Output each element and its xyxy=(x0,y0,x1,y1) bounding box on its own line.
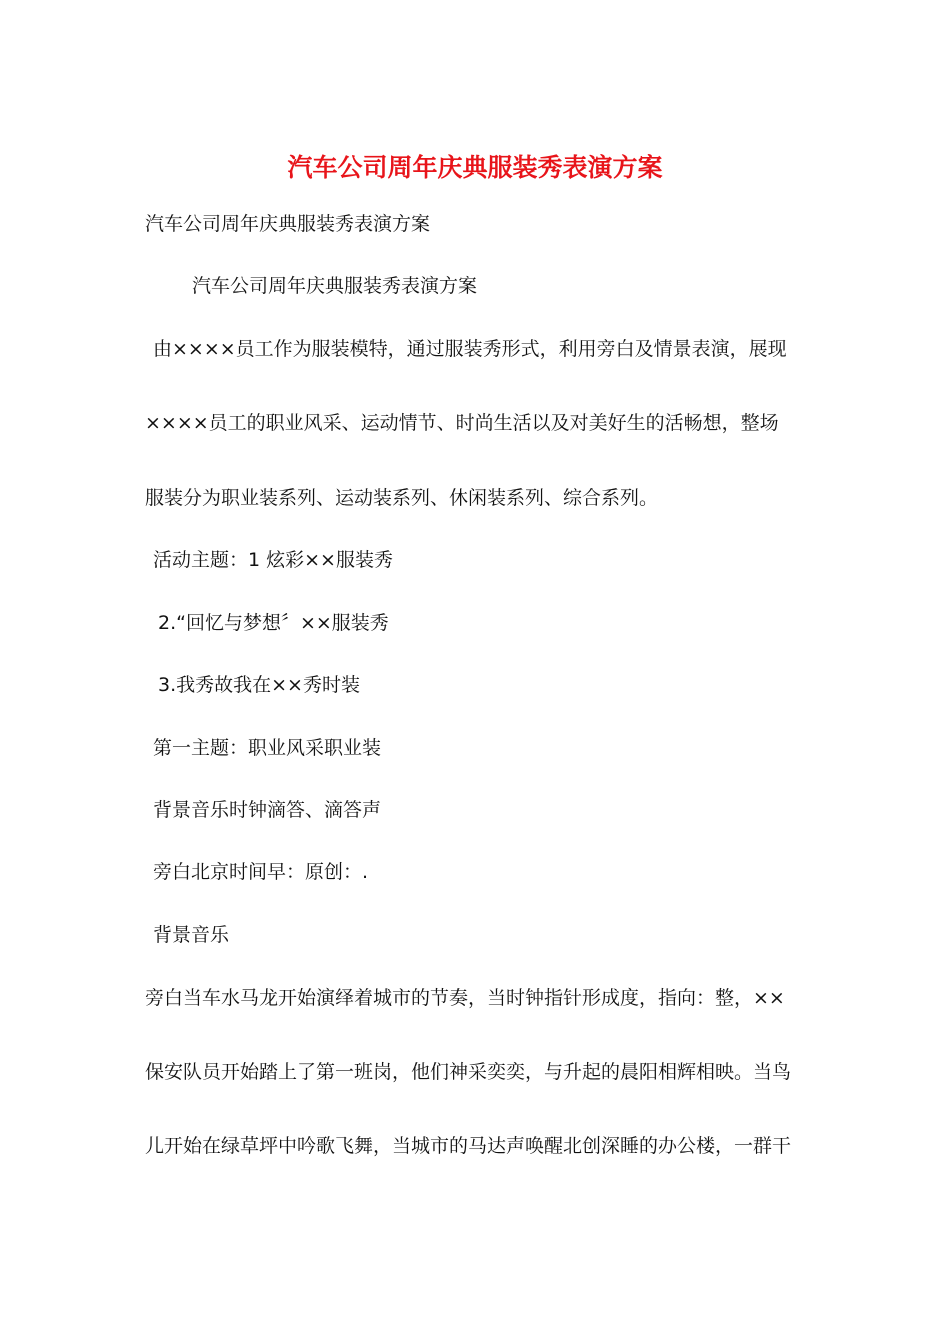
intro-paragraph-line: ××××员工的职业风采、运动情节、时尚生活以及对美好生的活畅想，整场 xyxy=(145,412,779,434)
activity-theme: 活动主题：1 炫彩××服装秀 xyxy=(153,549,393,571)
document-title: 汽车公司周年庆典服装秀表演方案 xyxy=(287,153,663,182)
intro-paragraph-line: 由××××员工作为服装模特，通过服装秀形式，利用旁白及情景表演，展现 xyxy=(153,338,787,360)
background-music-note: 背景音乐 xyxy=(153,924,230,946)
intro-paragraph-line: 服装分为职业装系列、运动装系列、休闲装系列、综合系列。 xyxy=(145,487,659,509)
narration-paragraph-line: 保安队员开始踏上了第一班岗，他们神采奕奕，与升起的晨阳相辉相映。当鸟 xyxy=(145,1061,792,1083)
subtitle-line: 汽车公司周年庆典服装秀表演方案 xyxy=(145,213,431,235)
subtitle-line-indented: 汽车公司周年庆典服装秀表演方案 xyxy=(192,275,478,297)
background-music-note: 背景音乐时钟滴答、滴答声 xyxy=(153,799,382,821)
theme-item: 3.我秀故我在××秀时装 xyxy=(158,674,360,696)
narration-paragraph-line: 儿开始在绿草坪中吟歌飞舞，当城市的马达声唤醒北创深睡的办公楼，一群干 xyxy=(145,1135,792,1157)
theme-item: 2.“回忆与梦想〞××服装秀 xyxy=(158,612,389,634)
narration-note: 旁白北京时间早：原创：. xyxy=(153,861,369,883)
first-theme-heading: 第一主题：职业风采职业装 xyxy=(153,737,382,759)
narration-paragraph-line: 旁白当车水马龙开始演绎着城市的节奏，当时钟指针形成度，指向：整，×× xyxy=(145,987,785,1009)
